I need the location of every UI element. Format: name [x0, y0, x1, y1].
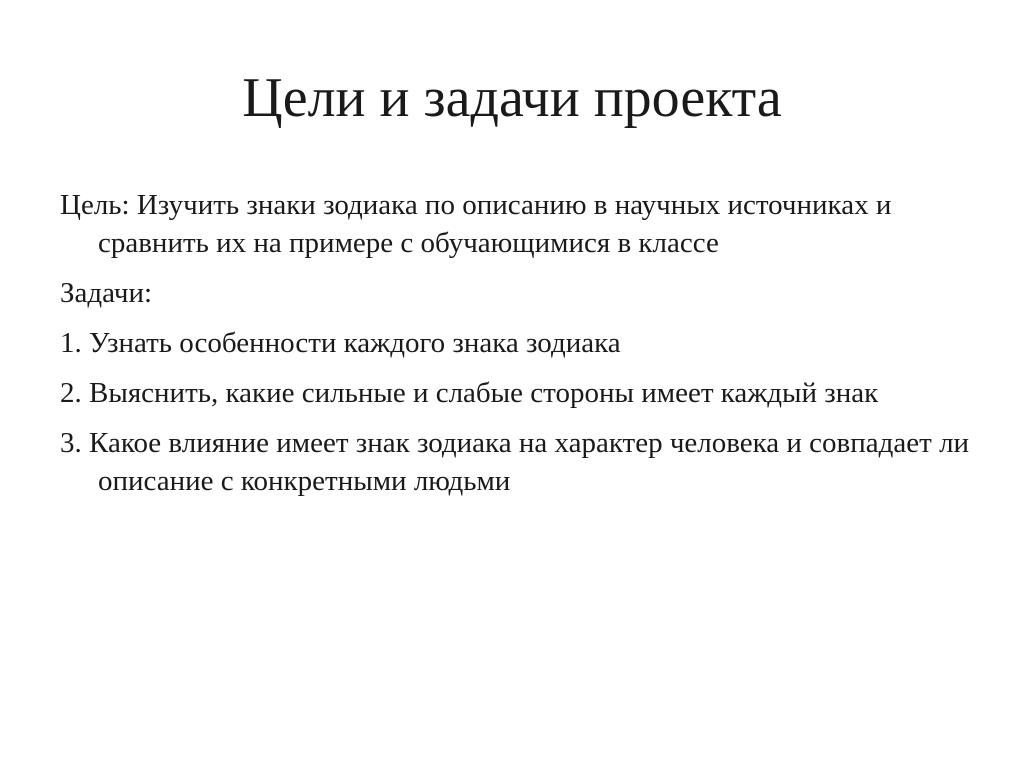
- slide-body: [60, 186, 970, 512]
- task-item-2: 2. Выяснить, какие сильные и слабые стороны имеет каждый знак: [60, 377, 879, 409]
- goal-paragraph: Цель: Изучить знаки зодиака по описанию в научных источниках и сравнить их на примере с обучающимися в классе: [60, 189, 892, 259]
- task-item-3: 3. Какое влияние имеет знак зодиака на характер человека и совпадает ли описание с конкретными людьми: [60, 427, 970, 497]
- tasks-heading: Задачи:: [60, 277, 153, 309]
- slide-title: Цели и задачи проекта: [242, 67, 782, 129]
- task-item-1: 1. Узнать особенности каждого знака зодиака: [60, 327, 621, 359]
